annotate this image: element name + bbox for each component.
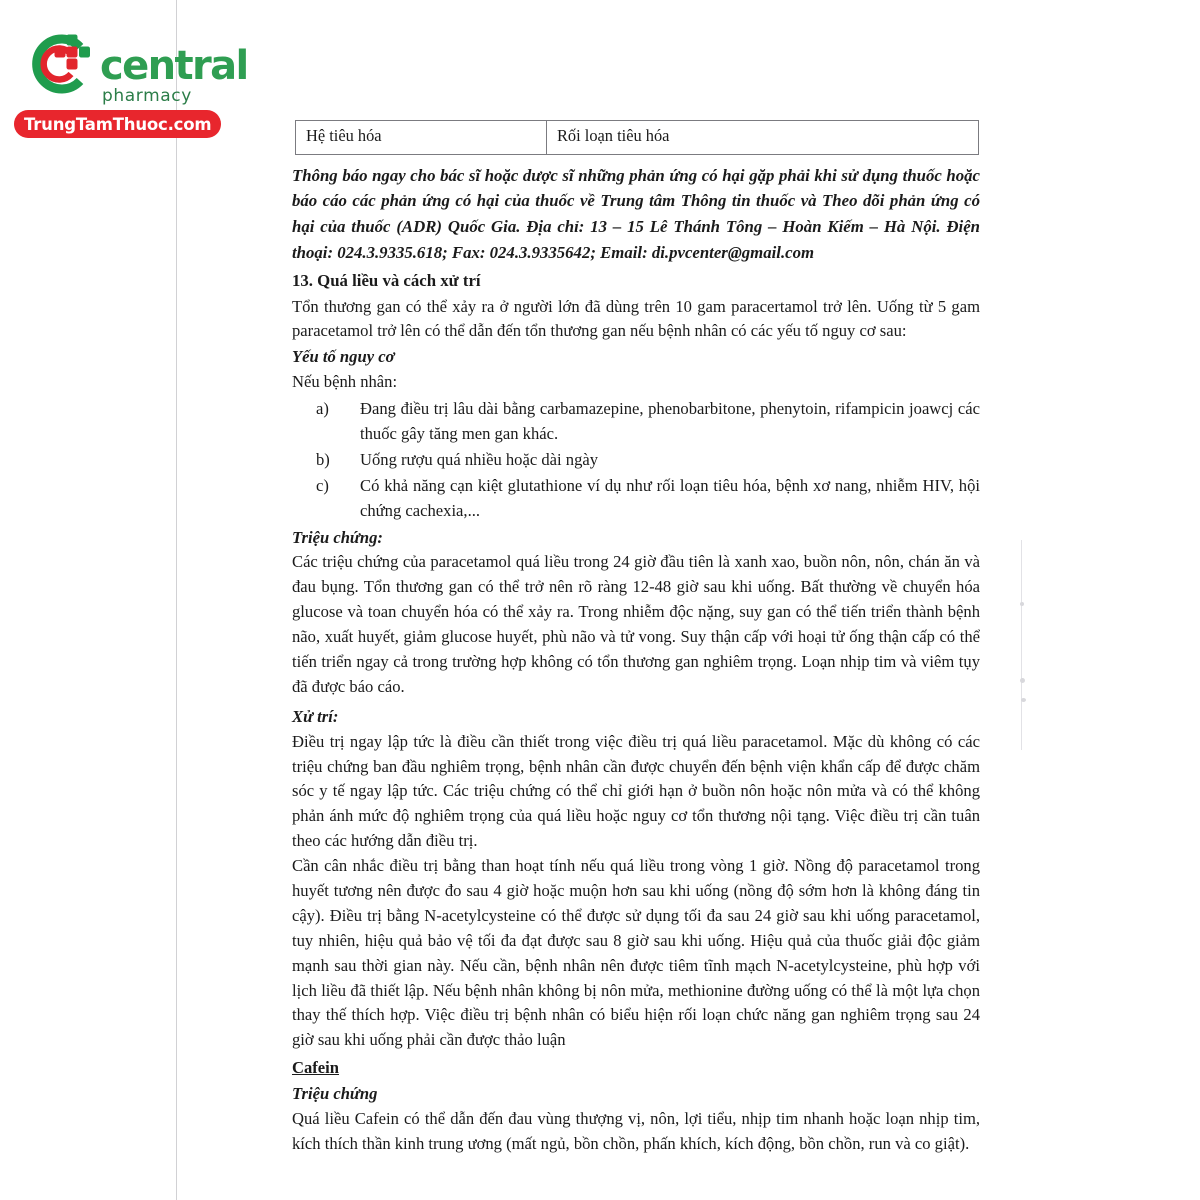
risk-factors-lead: Nếu bệnh nhân: — [292, 372, 398, 392]
symptoms-heading: Triệu chứng: — [292, 527, 383, 547]
management-paragraph-2: Cần cân nhắc điều trị bằng than hoạt tính nếu quá liều trong vòng 1 giờ. Nồng độ paracetamol trong huyết tương nên được đo sau 4 giờ hoặc muộn hơn sau khi uống (nồng độ sớm hơn là không đáng tin cậy). Điều trị bằng N-acetylcysteine có thể được sử dụng tối đa sau 24 giờ sau khi uống paracetamol, tuy nhiên, hiệu quả bảo vệ tối đa đạt được sau 8 giờ sau khi uống. Hiệu quả của thuốc giải độc giảm mạnh sau thời gian này. Nếu cần, bệnh nhân nên được tiêm tĩnh mạch N-acetylcysteine, phù hợp với lịch liều đã thiết lập. Nếu bệnh nhân không bị nôn mửa, methionine đường uống có thể là một lựa chọn thay thế thích hợp. Việc điều trị bệnh nhân có biểu hiện rối loạn chức năng gan nghiêm trọng sau 24 giờ sau khi uống phải cần được thảo luận — [292, 856, 980, 1050]
adverse-reaction-table — [295, 120, 979, 155]
section-13-intro: Tổn thương gan có thể xảy ra ở người lớn đã dùng trên 10 gam paracertamol trở lên. Uống từ 5 gam paracetamol trở lên có thể dẫn đến tổn thương gan nếu bệnh nhân có các yếu tố nguy cơ sau: — [292, 296, 980, 341]
section-heading-13: 13. Quá liều và cách xử trí — [292, 271, 481, 291]
scan-artifact-speck — [1021, 698, 1026, 702]
risk-factors-list — [292, 397, 980, 523]
list-item-text: Có khả năng cạn kiệt glutathione ví dụ như rối loạn tiêu hóa, bệnh xơ nang, nhiễm HIV, hội chứng cachexia,... — [360, 475, 980, 520]
adr-reporting-notice: Thông báo ngay cho bác sĩ hoặc dược sĩ những phản ứng có hại gặp phải khi sử dụng thuốc hoặc báo cáo các phản ứng có hại của thuốc về Trung tâm Thông tin thuốc và Theo dõi phản ứng có hại của thuốc (ADR) Quốc Gia. Địa chỉ: 13 – 15 Lê Thánh Tông – Hoàn Kiếm – Hà Nội. Điện thoại: 024.3.9335.618; Fax: 024.3.9335642; Email: di.pvcenter@gmail.com — [292, 165, 980, 262]
list-item-text: Đang điều trị lâu dài bằng carbamazepine, phenobarbitone, phenytoin, rifampicin joawcj các thuốc gây tăng men gan khác. — [360, 399, 980, 443]
scan-artifact-vertical-line-right — [1021, 540, 1022, 750]
scan-artifact-vertical-line — [176, 0, 177, 1200]
symptoms-text: Các triệu chứng của paracetamol quá liều trong 24 giờ đầu tiên là xanh xao, buồn nôn, nôn, chán ăn và đau bụng. Tổn thương gan có thể trở nên rõ ràng 12-48 giờ sau khi uống. Bất thường về chuyển hóa glucose và toan chuyển hóa có thể xảy ra. Trong nhiễm độc nặng, suy gan có thể tiến triển thành bệnh não, xuất huyết, giảm glucose huyết, phù não và tử vong. Suy thận cấp với hoại tử ống thận cấp có thể tiến triển ngay cả trong trường hợp không có tổn thương gan nghiêm trọng. Loạn nhịp tim và viêm tụy đã được báo cáo. — [292, 552, 980, 696]
brand-wordmark: central — [100, 43, 248, 89]
table-cell-organ-system: Hệ tiêu hóa — [296, 121, 547, 155]
management-paragraph-1: Điều trị ngay lập tức là điều cần thiết trong việc điều trị quá liều paracetamol. Mặc dù không có các triệu chứng ban đầu nghiêm trọng, bệnh nhân cần được chuyển đến bệnh viện khẩn cấp để được chăm sóc y tế ngay lập tức. Các triệu chứng có thể chỉ giới hạn ở buồn nôn hoặc nôn mửa và có thể không phản ánh mức độ nghiêm trọng của quá liều hoặc nguy cơ tổn thương nội tạng. Việc điều trị cần tuân theo các hướng dẫn điều trị. — [292, 731, 980, 851]
list-item — [316, 448, 980, 473]
site-url-badge: TrungTamThuoc.com — [14, 110, 221, 138]
risk-factors-heading: Yếu tố nguy cơ — [292, 347, 395, 367]
management-heading: Xử trí: — [292, 706, 339, 726]
scan-artifact-speck — [1020, 602, 1024, 606]
table-body — [296, 121, 979, 155]
table-row — [296, 121, 979, 155]
document-body — [292, 120, 980, 1157]
cafein-symptoms-text: Quá liều Cafein có thể dẫn đến đau vùng thượng vị, nôn, lợi tiểu, nhịp tim nhanh hoặc loạn nhịp tim, kích thích thần kinh trung ương (mất ngủ, bồn chồn, phấn khích, kích động, bồn chồn, run và co giật). — [292, 1109, 980, 1153]
central-pharmacy-logo-icon — [24, 28, 96, 100]
list-item — [316, 474, 980, 524]
list-item-text: Uống rượu quá nhiều hoặc dài ngày — [360, 449, 599, 469]
scan-artifact-speck — [1020, 678, 1025, 683]
cafein-heading: Cafein — [292, 1058, 340, 1078]
watermark-logo — [12, 22, 248, 144]
brand-subtitle: pharmacy — [102, 86, 192, 106]
table-cell-reaction: Rối loạn tiêu hóa — [547, 121, 979, 155]
cafein-symptoms-heading: Triệu chứng — [292, 1084, 378, 1104]
list-marker: c) — [316, 475, 329, 495]
list-marker: a) — [316, 399, 329, 419]
list-item — [316, 397, 980, 447]
spacer — [292, 700, 980, 704]
list-marker: b) — [316, 449, 330, 469]
